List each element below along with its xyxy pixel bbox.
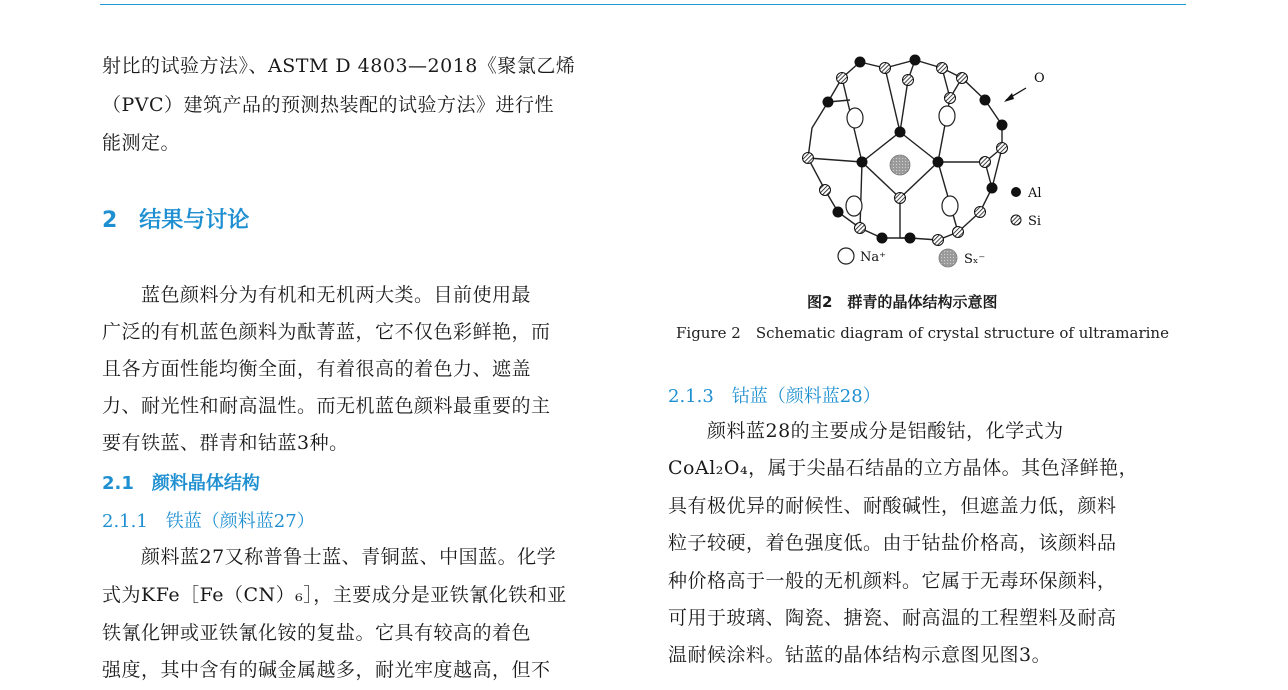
paragraph-line: 式为KFe［Fe（CN）₆］，主要成分是亚铁氰化铁和亚 xyxy=(102,584,567,606)
header-rule xyxy=(100,4,1186,5)
paragraph-line: CoAl₂O₄，属于尖晶石结晶的立方晶体。其色泽鲜艳， xyxy=(668,457,1139,479)
paragraph-line: 颜料蓝27又称普鲁士蓝、青铜蓝、中国蓝。化学 xyxy=(102,546,557,568)
legend-sx-swatch xyxy=(939,249,957,267)
legend-na: Na⁺ xyxy=(860,250,886,265)
paragraph-line: 种价格高于一般的无机颜料。它属于无毒环保颜料， xyxy=(668,570,1117,592)
paragraph-line: 颜料蓝28的主要成分是铝酸钴，化学式为 xyxy=(668,420,1064,442)
section-heading-2-1-1: 2.1.1 铁蓝（颜料蓝27） xyxy=(102,511,315,532)
figure-caption-en: Figure 2 Schematic diagram of crystal structure of ultramarine xyxy=(676,324,1169,342)
paragraph-line: 要有铁蓝、群青和钴蓝3种。 xyxy=(102,432,349,454)
legend-na-swatch xyxy=(838,248,854,264)
paragraph-line: 可用于玻璃、陶瓷、搪瓷、耐高温的工程塑料及耐高 xyxy=(668,607,1117,629)
si-atoms xyxy=(803,63,1008,246)
paragraph-line: 粒子较硬，着色强度低。由于钴盐价格高，该颜料品 xyxy=(668,532,1117,554)
paragraph-line: 广泛的有机蓝色颜料为酞菁蓝，它不仅色彩鲜艳，而 xyxy=(102,321,551,343)
paragraph-line: （PVC）建筑产品的预测热装配的试验方法》进行性 xyxy=(102,94,555,116)
paragraph-line: 铁氰化钾或亚铁氰化铵的复盐。它具有较高的着色 xyxy=(102,622,532,644)
section-heading-2-1-3: 2.1.3 钴蓝（颜料蓝28） xyxy=(668,386,881,407)
paragraph-line: 且各方面性能均衡全面，有着很高的着色力、遮盖 xyxy=(102,358,532,380)
legend-si-swatch xyxy=(1011,215,1021,225)
legend-sx: Sₓ⁻ xyxy=(964,252,986,267)
legend-al: Al xyxy=(1028,186,1042,201)
paragraph-line: 强度，其中含有的碱金属越多，耐光牢度越高，但不 xyxy=(102,659,551,681)
paragraph-line: 能测定。 xyxy=(102,132,181,154)
section-heading-2: 2 结果与讨论 xyxy=(102,208,250,233)
legend-si: Si xyxy=(1028,214,1042,229)
paragraph-line: 力、耐光性和耐高温性。而无机蓝色颜料最重要的主 xyxy=(102,395,551,417)
paragraph-line: 温耐候涂料。钴蓝的晶体结构示意图见图3。 xyxy=(668,644,1052,666)
label-o: O xyxy=(1034,71,1045,86)
legend-al-swatch xyxy=(1011,187,1021,197)
paragraph-line: 蓝色颜料分为有机和无机两大类。目前使用最 xyxy=(102,284,532,306)
section-heading-2-1: 2.1 颜料晶体结构 xyxy=(102,473,260,494)
crystal-structure-figure xyxy=(790,40,1080,280)
paragraph-line: 具有极优异的耐候性、耐酸碱性，但遮盖力低，颜料 xyxy=(668,495,1117,517)
figure-caption-cn: 图2 群青的晶体结构示意图 xyxy=(807,293,998,311)
paragraph-line: 射比的试验方法》、ASTM D 4803—2018《聚氯乙烯 xyxy=(102,55,576,77)
